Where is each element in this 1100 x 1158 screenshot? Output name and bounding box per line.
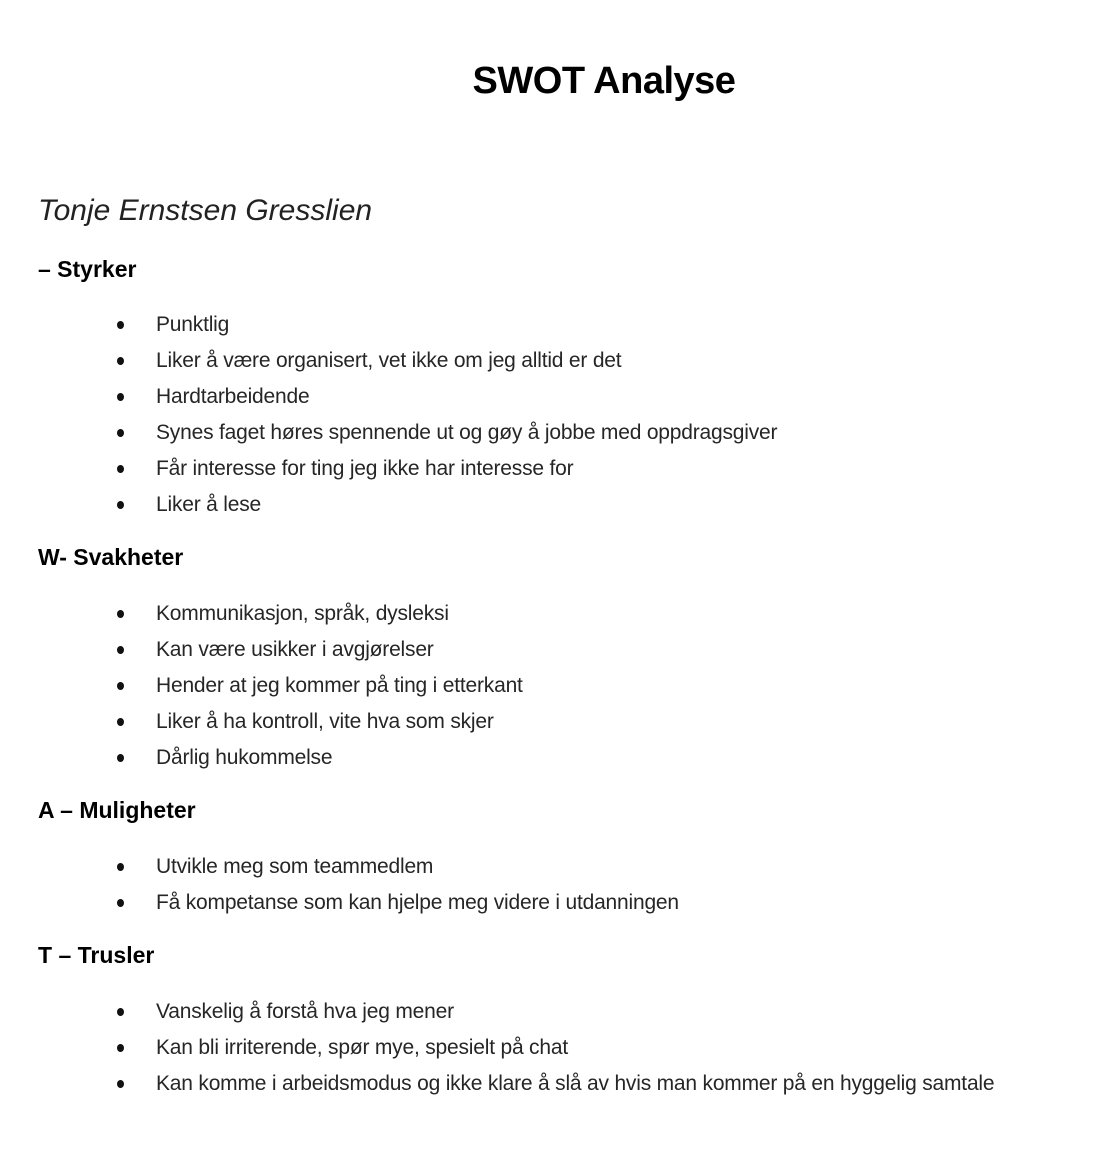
list-item — [38, 740, 1060, 776]
bullet-text: Utvikle meg som teammedlem — [156, 854, 434, 878]
bullet-text: Liker å være organisert, vet ikke om jeg alltid er det — [156, 349, 622, 373]
bullet-text: Liker å lese — [156, 493, 261, 517]
bullet-list — [38, 849, 1060, 921]
bullet-icon — [117, 1008, 124, 1016]
list-item — [38, 379, 1060, 415]
bullet-text: Kan være usikker i avgjørelser — [156, 638, 434, 661]
bullet-icon — [117, 899, 124, 907]
bullet-icon — [117, 863, 124, 871]
swot-section — [38, 941, 1060, 1102]
bullet-icon — [117, 646, 124, 654]
section-heading: W- Svakheter — [38, 544, 184, 571]
bullet-list — [38, 994, 1060, 1102]
bullet-list — [38, 307, 1060, 523]
bullet-text: Få kompetanse som kan hjelpe meg videre i utdanningen — [156, 890, 679, 914]
list-item — [38, 668, 1060, 704]
bullet-icon — [117, 501, 124, 509]
list-item — [38, 885, 1060, 921]
list-item — [38, 415, 1060, 451]
list-item — [38, 632, 1060, 668]
bullet-text: Dårlig hukommelse — [156, 746, 333, 769]
author-name: Tonje Ernstsen Gresslien — [38, 193, 373, 227]
bullet-icon — [117, 357, 124, 365]
list-item — [38, 994, 1060, 1030]
bullet-text: Kan bli irriterende, spør mye, spesielt på chat — [156, 1035, 568, 1059]
bullet-text: Liker å ha kontroll, vite hva som skjer — [156, 710, 494, 733]
bullet-icon — [117, 718, 124, 726]
list-item — [38, 451, 1060, 487]
list-item — [38, 1066, 1060, 1102]
bullet-list — [38, 596, 1060, 776]
list-item — [38, 1030, 1060, 1066]
list-item — [38, 307, 1060, 343]
bullet-icon — [117, 754, 124, 762]
bullet-text: Hardtarbeidende — [156, 385, 310, 409]
section-heading: – Styrker — [38, 255, 137, 282]
bullet-icon — [117, 1080, 124, 1088]
bullet-text: Kommunikasjon, språk, dysleksi — [156, 602, 449, 625]
bullet-text: Hender at jeg kommer på ting i etterkant — [156, 674, 523, 697]
swot-section — [38, 796, 1060, 921]
list-item — [38, 343, 1060, 379]
swot-section — [38, 543, 1060, 776]
bullet-icon — [117, 610, 124, 618]
bullet-icon — [117, 1044, 124, 1052]
bullet-icon — [117, 393, 124, 401]
swot-section — [38, 255, 1060, 524]
bullet-icon — [117, 321, 124, 329]
bullet-text: Kan komme i arbeidsmodus og ikke klare å slå av hvis man kommer på en hyggelig samtale — [156, 1071, 995, 1095]
section-heading: A – Muligheter — [38, 797, 196, 823]
bullet-icon — [117, 429, 124, 437]
list-item — [38, 596, 1060, 632]
list-item — [38, 487, 1060, 523]
bullet-text: Får interesse for ting jeg ikke har interesse for — [156, 457, 574, 481]
bullet-text: Synes faget høres spennende ut og gøy å jobbe med oppdragsgiver — [156, 421, 778, 445]
section-heading: T – Trusler — [38, 941, 155, 968]
bullet-icon — [117, 465, 124, 473]
document-title: SWOT Analyse — [472, 60, 736, 102]
bullet-text: Vanskelig å forstå hva jeg mener — [156, 999, 454, 1023]
list-item — [38, 849, 1060, 885]
document-body — [38, 255, 1060, 1102]
bullet-text: Punktlig — [156, 313, 230, 337]
bullet-icon — [117, 682, 124, 690]
list-item — [38, 704, 1060, 740]
